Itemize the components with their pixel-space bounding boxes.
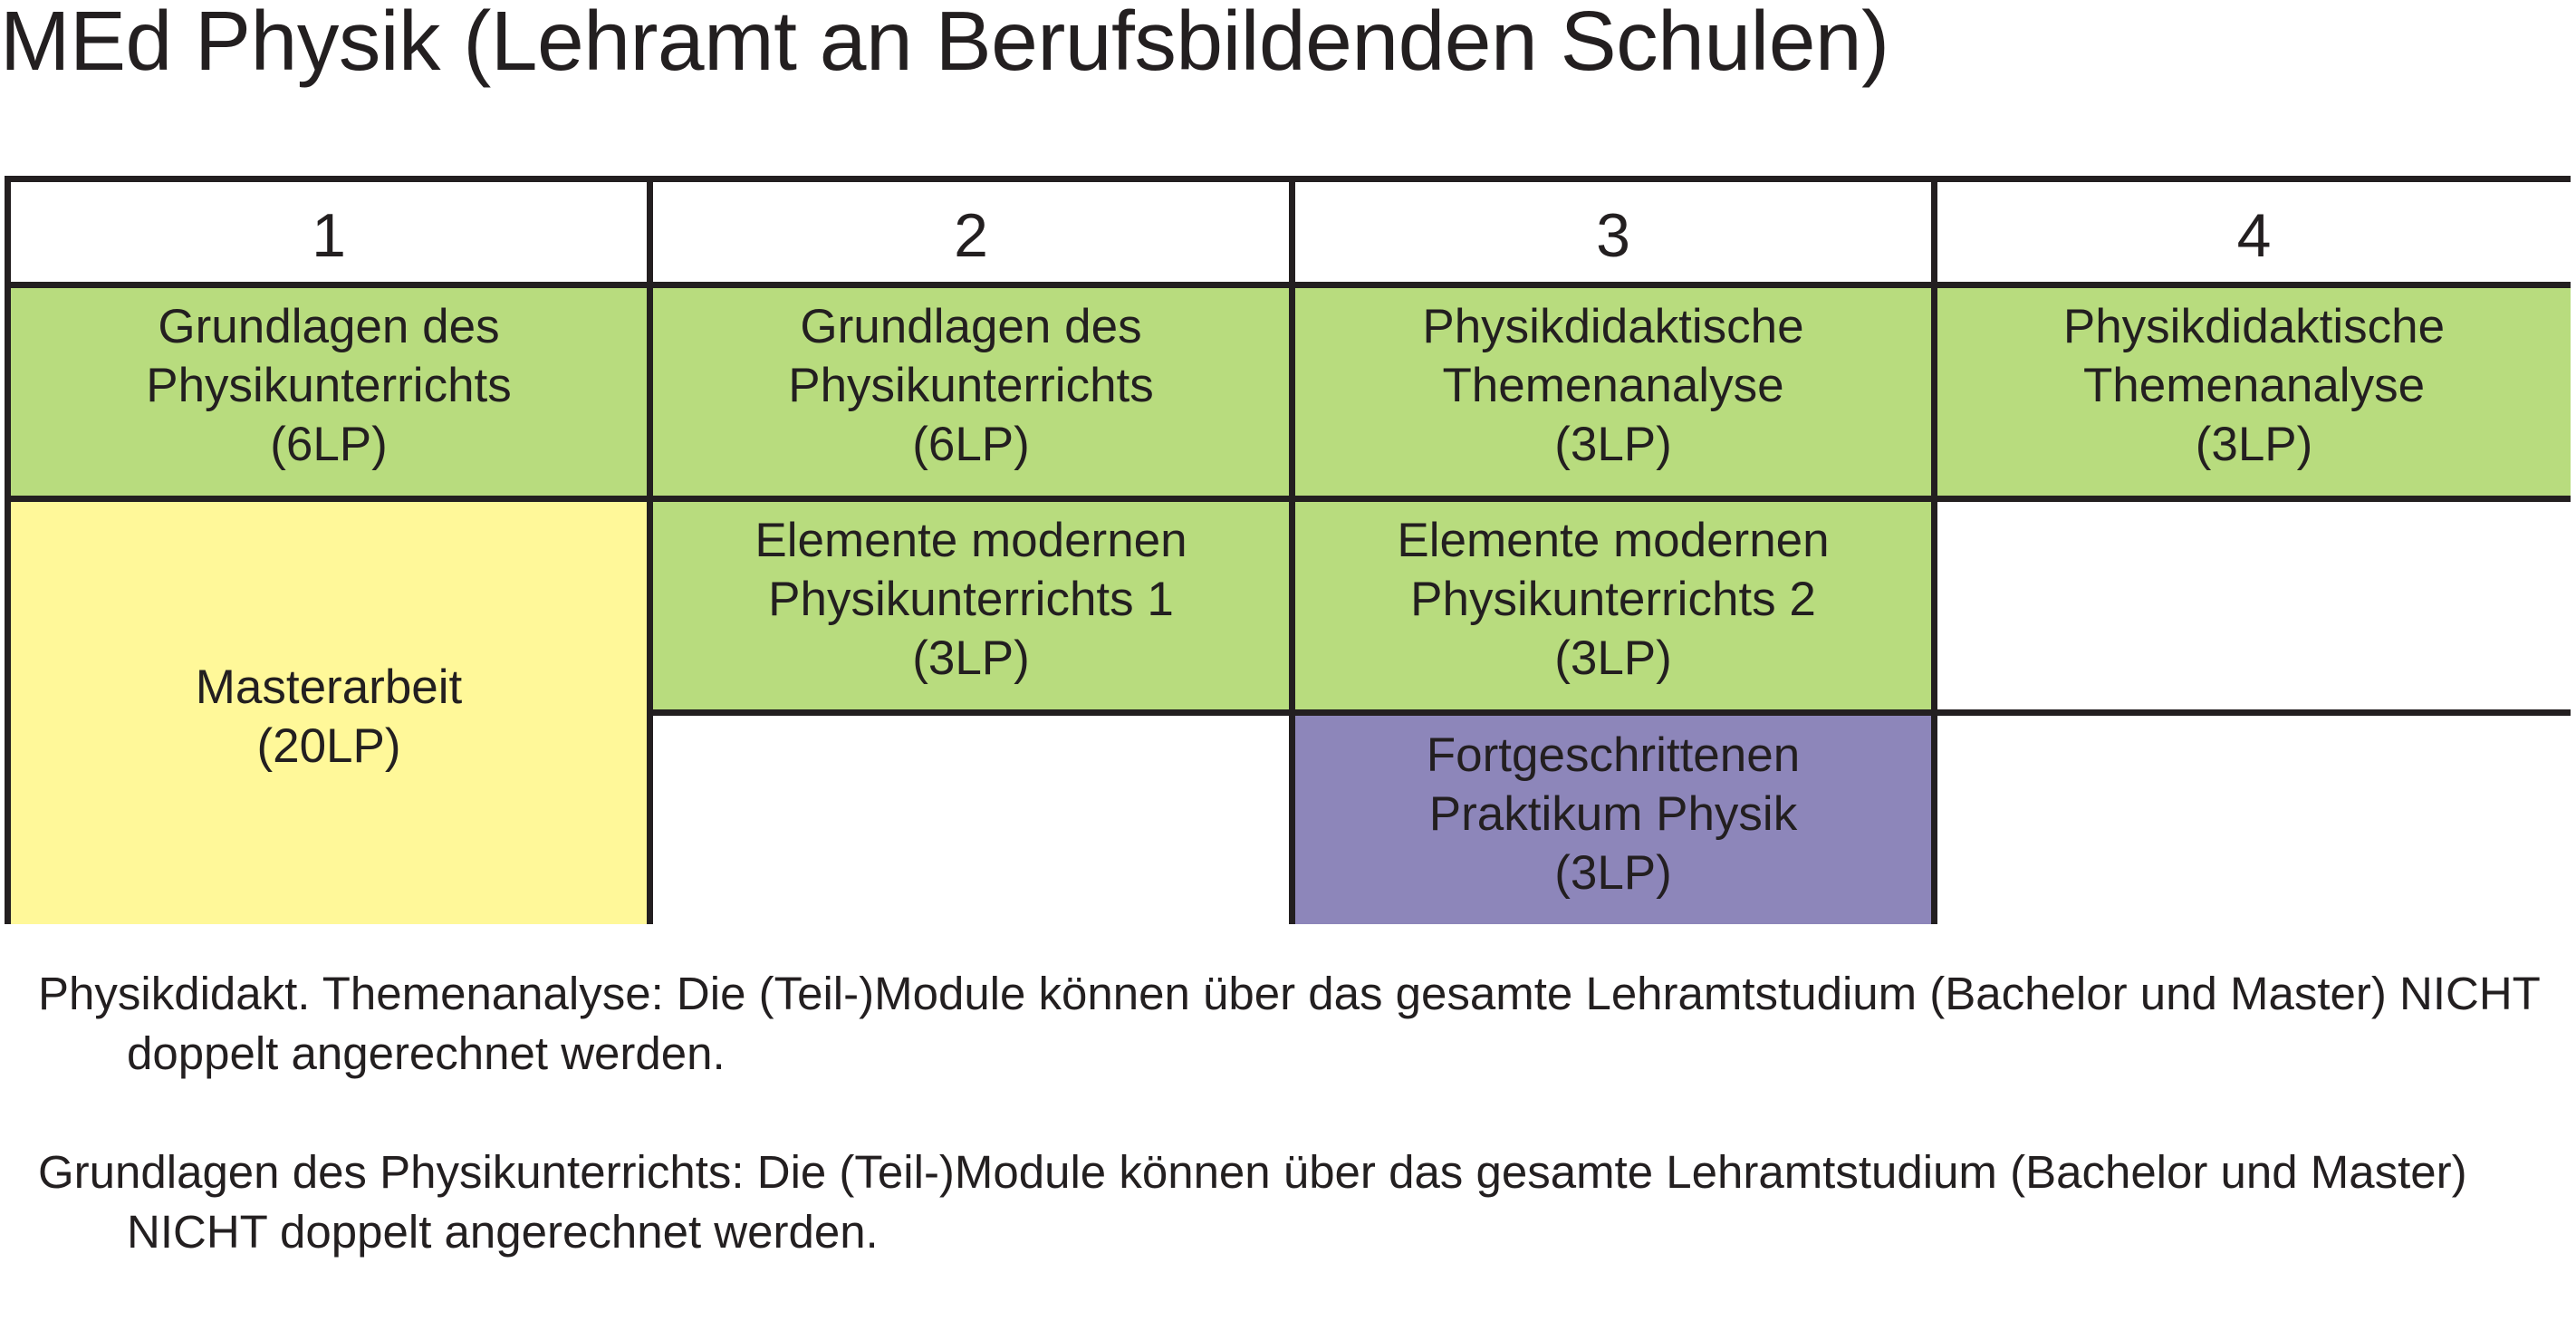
note-themenanalyse: Physikdidakt. Themenanalyse: Die (Teil-)Module können über das gesamte Lehramtstudium (Bachelor und Master) NICHT doppelt angerechnet werden.: [38, 968, 2540, 1079]
empty-cell-semester-3-row-4: [1931, 709, 2571, 924]
semester-header-1: 1: [5, 176, 647, 282]
notes-section: [38, 964, 2556, 1321]
module-fortgeschrittenen-praktikum: Fortgeschrittenen Praktikum Physik (3LP): [1289, 709, 1931, 924]
page-title: MEd Physik (Lehramt an Berufsbildenden Schulen): [0, 0, 1889, 88]
module-themenanalyse-semester-3: Physikdidaktische Themenanalyse (3LP): [1289, 282, 1931, 496]
module-masterarbeit: Masterarbeit (20LP): [5, 496, 647, 924]
module-grundlagen-semester-1: Grundlagen des Physikunterrichts (6LP): [5, 282, 647, 496]
empty-cell-semester-3-row-3: [1931, 496, 2571, 709]
note-grundlagen: Grundlagen des Physikunterrichts: Die (Teil-)Module können über das gesamte Lehramtstudium (Bachelor und Master) NICHT doppelt angerechnet werden.: [38, 1146, 2467, 1258]
module-themenanalyse-semester-4: Physikdidaktische Themenanalyse (3LP): [1931, 282, 2571, 496]
module-elemente-semester-2: Elemente modernen Physikunterrichts 2 (3LP): [1289, 496, 1931, 709]
semester-header-3: 3: [1289, 176, 1931, 282]
semester-header-4: 4: [1931, 176, 2571, 282]
module-elemente-semester-1: Elemente modernen Physikunterrichts 1 (3LP): [647, 496, 1289, 709]
semester-header-2: 2: [647, 176, 1289, 282]
study-plan-table: [5, 176, 2571, 924]
empty-cell-semester-1-row-4: [647, 709, 1289, 924]
module-grundlagen-semester-2: Grundlagen des Physikunterrichts (6LP): [647, 282, 1289, 496]
